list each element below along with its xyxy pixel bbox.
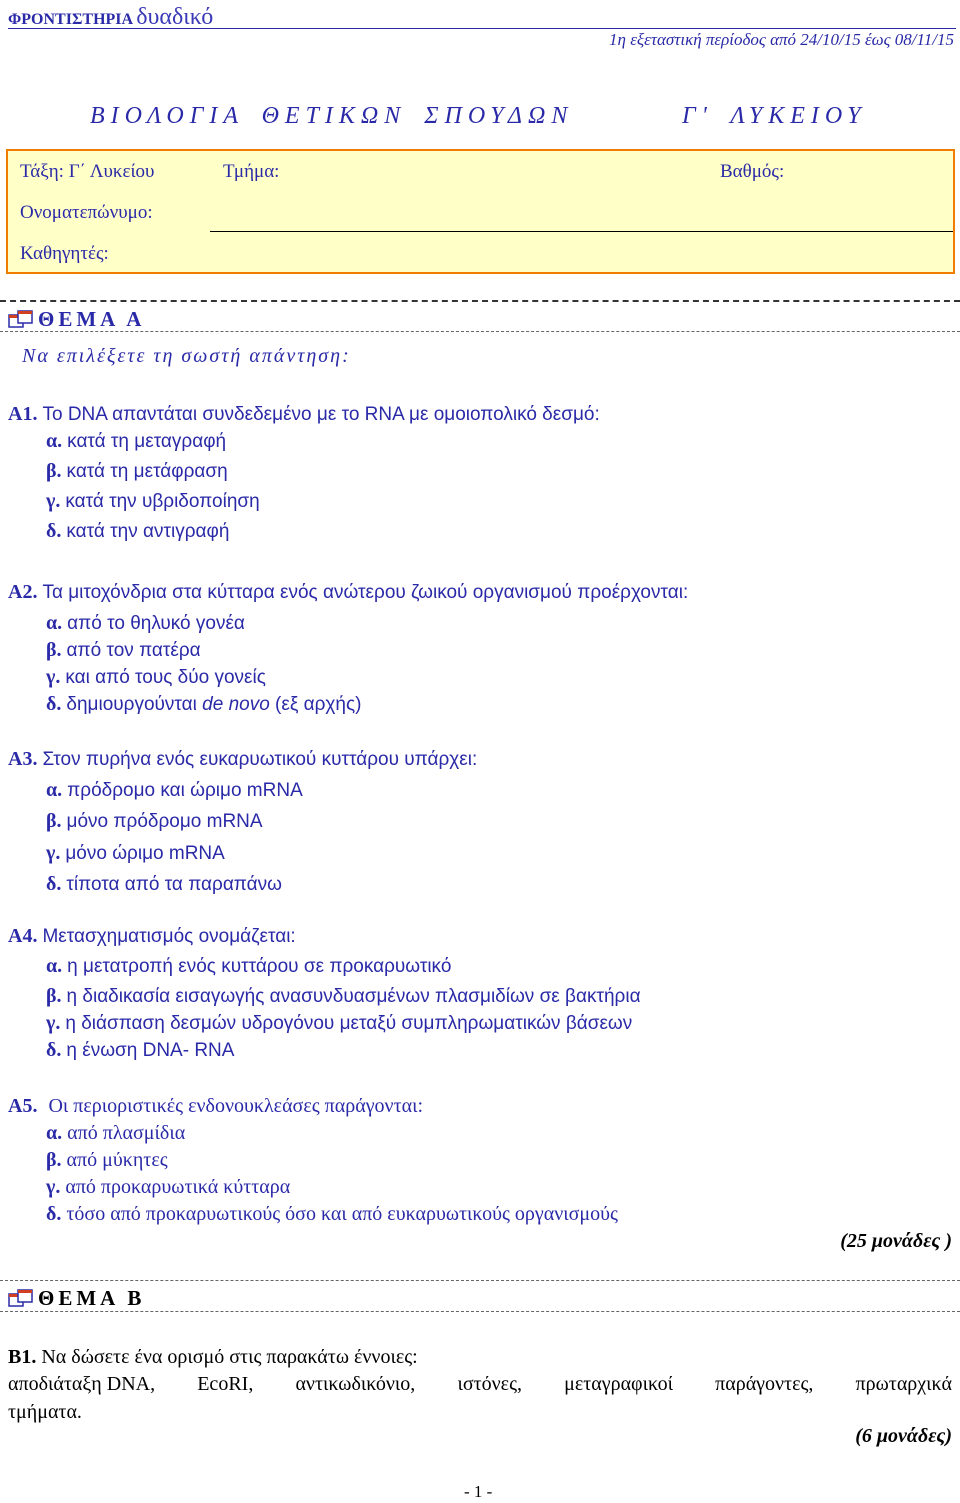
option-letter: α. [46, 612, 63, 634]
terms-line [8, 1373, 952, 1396]
subject-title [90, 103, 867, 130]
option [46, 1203, 618, 1226]
option [46, 1122, 185, 1145]
question-text: Το DNA απαντάται συνδεδεμένο με το RNA με ομοιοπολικό δεσμό: [42, 404, 600, 425]
option [46, 842, 225, 865]
option-text: από προκαρυωτικά κύτταρα [65, 1176, 291, 1198]
option-text: η διάσπαση δεσμών υδρογόνου μεταξύ συμπληρωματικών βάσεων [65, 1013, 633, 1034]
option [46, 666, 266, 689]
question-a4 [8, 925, 296, 948]
option-letter: δ. [46, 1039, 62, 1061]
section-divider-top [0, 300, 960, 302]
terms-tail: τμήματα. [8, 1401, 82, 1423]
option-letter: γ. [46, 842, 61, 864]
subject-grade: Γ' ΛΥΚΕΙΟΥ [682, 103, 867, 129]
option-letter: γ. [46, 1176, 61, 1198]
option-text: η μετατροπή ενός κυττάρου σε προκαρυωτικό [67, 956, 452, 977]
option-text: πρόδρομο και ώριμο mRNA [67, 780, 303, 801]
option-text: από τον πατέρα [66, 640, 201, 661]
option-text: από μύκητες [66, 1149, 168, 1171]
option [46, 985, 641, 1008]
exam-period: 1η εξεταστική περίοδος από 24/10/15 έως 08/11/15 [609, 30, 954, 49]
option-letter: β. [46, 1149, 62, 1171]
section-divider-bottom [0, 1311, 960, 1312]
question-b1 [8, 1346, 418, 1369]
option [46, 1039, 234, 1062]
option-letter: α. [46, 955, 63, 977]
option-letter: β. [46, 810, 62, 832]
subject-name: ΒΙΟΛΟΓΙΑ ΘΕΤΙΚΩΝ ΣΠΟΥΔΩΝ [90, 103, 574, 129]
name-field-line [210, 231, 953, 232]
term: αποδιάταξη DNA, [8, 1373, 156, 1395]
option-letter: β. [46, 985, 62, 1007]
option-letter: δ. [46, 520, 62, 542]
option-text-italic: de novo [202, 694, 270, 715]
option [46, 1149, 168, 1172]
question-text: Τα μιτοχόνδρια στα κύτταρα ενός ανώτερου ζωικού οργανισμού προέρχονται: [42, 582, 689, 603]
theme-a-title: ΘΕΜΑ Α [38, 307, 146, 331]
option-letter: γ. [46, 666, 61, 688]
option-text: κατά τη μεταγραφή [67, 431, 227, 452]
option-text: μόνο ώριμο mRNA [65, 843, 225, 864]
option-text: η διαδικασία εισαγωγής ανασυνδυασμένων πλασμιδίων σε βακτήρια [66, 986, 641, 1007]
option [46, 612, 245, 635]
option-text: κατά τη μετάφραση [66, 461, 228, 482]
windows-icon [8, 1289, 34, 1309]
brand-name: δυαδικό [136, 4, 214, 30]
section-divider-bottom [0, 331, 960, 332]
name-label: Ονοματεπώνυμο: [20, 202, 153, 223]
option-text: τίποτα από τα παραπάνω [66, 874, 282, 895]
option-text: μόνο πρόδρομο mRNA [66, 811, 263, 832]
option-text: κατά την υβριδοποίηση [65, 491, 260, 512]
option [46, 639, 201, 662]
option-text-after: (εξ αρχής) [269, 694, 362, 715]
option-text: από πλασμίδια [67, 1122, 186, 1144]
theme-b-title: ΘΕΜΑ Β [38, 1286, 146, 1310]
theme-a-marks: (25 μονάδες ) [840, 1230, 952, 1252]
option-letter: γ. [46, 1012, 61, 1034]
question-a2 [8, 581, 688, 604]
theme-b-marks: (6 μονάδες) [855, 1425, 952, 1447]
option [46, 779, 303, 802]
grade-label: Βαθμός: [720, 161, 785, 182]
question-number: Α2. [8, 581, 38, 603]
option-letter: δ. [46, 873, 62, 895]
question-number: Β1. [8, 1346, 37, 1368]
section-label: Τμήμα: [223, 161, 280, 182]
teachers-label: Καθηγητές: [20, 243, 109, 264]
option-text: τόσο από προκαρυωτικούς όσο και από ευκαρυωτικούς οργανισμούς [66, 1203, 618, 1225]
option-letter: δ. [46, 693, 62, 715]
student-info-box [6, 149, 955, 274]
term: ιστόνες, [457, 1373, 522, 1395]
class-label: Τάξη: Γ΄ Λυκείου [20, 161, 155, 182]
term: μεταγραφικοί [564, 1373, 674, 1395]
term: πρωταρχικά [855, 1373, 952, 1395]
option [46, 490, 260, 513]
option-text: κατά την αντιγραφή [66, 521, 230, 542]
option-letter: β. [46, 460, 62, 482]
option [46, 1176, 290, 1199]
option-text: η ένωση DNA- RNA [66, 1040, 235, 1061]
header-divider [8, 28, 956, 29]
section-divider-top [0, 1280, 960, 1281]
option [46, 520, 229, 543]
question-text: Οι περιοριστικές ενδονουκλεάσες παράγονται: [48, 1095, 424, 1117]
question-a3 [8, 748, 477, 771]
question-text: Στον πυρήνα ενός ευκαρυωτικού κυττάρου υπάρχει: [42, 749, 478, 770]
option-letter: γ. [46, 490, 61, 512]
question-text: Μετασχηματισμός ονομάζεται: [42, 926, 296, 947]
question-number: Α5. [8, 1095, 38, 1117]
option [46, 693, 361, 716]
brand-prefix: ΦΡΟΝΤΙΣΤΗΡΙΑ [8, 11, 133, 28]
question-number: Α3. [8, 748, 38, 770]
option-text: από το θηλυκό γονέα [67, 613, 245, 634]
page-number: - 1 - [464, 1482, 493, 1501]
instruction-text: Να επιλέξετε τη σωστή απάντηση: [22, 345, 351, 367]
option [46, 873, 282, 896]
option-letter: α. [46, 779, 63, 801]
windows-icon [8, 310, 34, 330]
term: παράγοντες, [715, 1373, 814, 1395]
question-a1 [8, 403, 600, 426]
term: αντικωδικόνιο, [295, 1373, 416, 1395]
option-letter: δ. [46, 1203, 62, 1225]
option [46, 955, 451, 978]
term: EcoRI, [197, 1373, 254, 1395]
question-a5 [8, 1095, 423, 1118]
option-letter: α. [46, 430, 63, 452]
option [46, 430, 226, 453]
brand-logo [8, 4, 213, 31]
question-text: Να δώσετε ένα ορισμό στις παρακάτω έννοιες: [41, 1346, 418, 1368]
question-number: Α4. [8, 925, 38, 947]
option [46, 460, 228, 483]
option [46, 1012, 632, 1035]
option-text: και από τους δύο γονείς [65, 667, 266, 688]
option-text: δημιουργούνται [66, 694, 203, 715]
option-letter: β. [46, 639, 62, 661]
option [46, 810, 263, 833]
question-number: Α1. [8, 403, 38, 425]
option-letter: α. [46, 1122, 63, 1144]
